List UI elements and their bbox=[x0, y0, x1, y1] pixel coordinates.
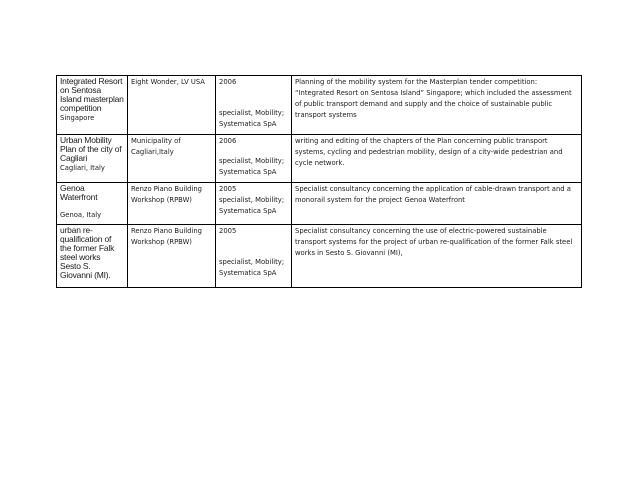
table-row bbox=[57, 225, 582, 288]
year-cell bbox=[216, 76, 292, 135]
project-cell bbox=[57, 183, 128, 225]
table-row bbox=[57, 76, 582, 135]
project-year: 2006 bbox=[219, 78, 237, 86]
project-client: Renzo Piano Building Workshop (RPBW) bbox=[131, 185, 202, 204]
project-year: 2005 bbox=[219, 227, 237, 235]
project-role: specialist, Mobility; bbox=[219, 109, 285, 117]
project-description: Specialist consultancy concerning the application of cable-drawn transport and a monorail system for the project Genoa Waterfront bbox=[295, 185, 571, 204]
project-description: Specialist consultancy concerning the use of electric-powered sustainable transport systems for the project of urban re-qualification of the former Falk steel works in Sesto S. Giovanni (MI), bbox=[295, 227, 573, 257]
project-title: Genoa Waterfront bbox=[60, 183, 98, 202]
project-location: Sesto S. Giovanni (MI). bbox=[60, 261, 111, 280]
projects-table bbox=[56, 75, 582, 288]
project-title: Integrated Resort on Sentosa Island masterplan competition bbox=[60, 76, 124, 113]
project-title: urban re-qualification of the former Falk steel works bbox=[60, 225, 115, 262]
project-client: Eight Wonder, LV USA bbox=[131, 78, 205, 86]
project-cell bbox=[57, 135, 128, 183]
project-cell bbox=[57, 76, 128, 135]
project-location: Genoa, Italy bbox=[60, 211, 102, 219]
description-cell bbox=[292, 135, 582, 183]
description-cell bbox=[292, 183, 582, 225]
table-row bbox=[57, 183, 582, 225]
client-cell bbox=[128, 76, 216, 135]
project-location: Cagliari, Italy bbox=[60, 164, 105, 172]
project-role: specialist, Mobility; bbox=[219, 258, 285, 266]
project-client: Municipality of Cagliari,Italy bbox=[131, 137, 181, 156]
project-role: specialist, Mobility; bbox=[219, 196, 285, 204]
client-cell bbox=[128, 135, 216, 183]
project-role: specialist, Mobility; bbox=[219, 157, 285, 165]
project-company: Systematica SpA bbox=[219, 120, 277, 128]
client-cell bbox=[128, 183, 216, 225]
project-company: Systematica SpA bbox=[219, 269, 277, 277]
project-company: Systematica SpA bbox=[219, 168, 277, 176]
year-cell bbox=[216, 183, 292, 225]
description-cell bbox=[292, 225, 582, 288]
project-client: Renzo Piano Building Workshop (RPBW) bbox=[131, 227, 202, 246]
project-cell bbox=[57, 225, 128, 288]
project-company: Systematica SpA bbox=[219, 207, 277, 215]
table-row bbox=[57, 135, 582, 183]
project-description: Planning of the mobility system for the Masterplan tender competition: “Integrated Resort on Sentosa Island” Singapore; which included the assessment of public transport demand and supply and the choice of sustainable public transport systems bbox=[295, 78, 572, 119]
project-location: Singapore bbox=[60, 114, 95, 122]
year-cell bbox=[216, 225, 292, 288]
project-year: 2006 bbox=[219, 137, 237, 145]
project-description: writing and editing of the chapters of the Plan concerning public transport systems, cycling and pedestrian mobility, design of a city-wide pedestrian and cycle network. bbox=[295, 137, 563, 167]
project-title: Urban Mobility Plan of the city of Cagliari bbox=[60, 135, 122, 163]
project-year: 2005 bbox=[219, 185, 237, 193]
year-cell bbox=[216, 135, 292, 183]
description-cell bbox=[292, 76, 582, 135]
client-cell bbox=[128, 225, 216, 288]
